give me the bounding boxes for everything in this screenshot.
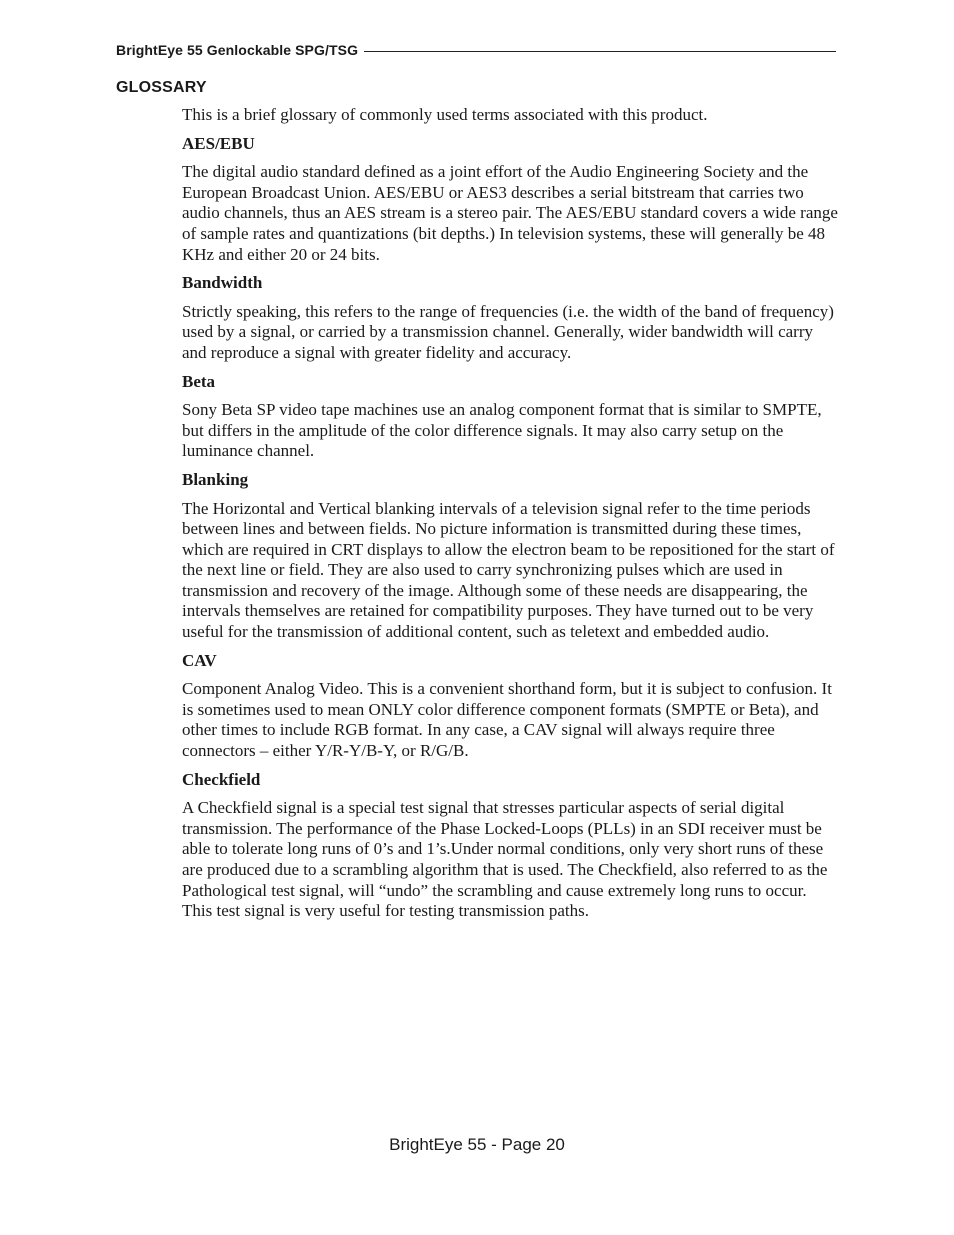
glossary-definition: The Horizontal and Vertical blanking intervals of a television signal refer to the time periods between lines and between fields. No picture information is transmitted during these times, which are required in CRT displays to allow the electron beam to be repositioned for the start of the next line or field. They are also used to carry synchronizing pulses which are used in transmission and recovery of the image. Although some of these needs are disappearing, the intervals themselves are retained for compatibility purposes. They have turned out to be very useful for the transmission of additional content, such as teletext and embedded audio. <box>182 498 835 642</box>
page-footer: BrightEye 55 - Page 20 <box>389 1135 565 1154</box>
glossary-term: Bandwidth <box>182 273 263 293</box>
section-title: GLOSSARY <box>116 79 207 96</box>
glossary-term: Checkfield <box>182 769 261 789</box>
glossary-term: Blanking <box>182 469 249 489</box>
glossary-definition: Sony Beta SP video tape machines use an analog component format that is similar to SMPTE, but differs in the amplitude of the color difference signals. It may also carry setup on the luminance channel. <box>182 400 822 461</box>
glossary-definition: Component Analog Video. This is a convenient shorthand form, but it is subject to confusion. It is sometimes used to mean ONLY color difference component formats (SMPTE or Beta), and other times to include RGB format. In any case, a CAV signal will always require three connectors – either Y/R-Y/B-Y, or R/G/B. <box>182 679 832 761</box>
header-rule <box>364 51 836 52</box>
glossary-term: CAV <box>182 650 217 670</box>
running-header-title: BrightEye 55 Genlockable SPG/TSG <box>116 42 359 58</box>
glossary-term: AES/EBU <box>182 133 255 153</box>
glossary-body <box>182 105 840 930</box>
glossary-intro: This is a brief glossary of commonly used terms associated with this product. <box>182 105 708 124</box>
glossary-definition: The digital audio standard defined as a joint effort of the Audio Engineering Society and the European Broadcast Union. AES/EBU or AES3 describes a serial bitstream that carries two audio channels, thus an AES stream is a stereo pair. The AES/EBU standard covers a wide range of sample rates and quantizations (bit depths.) In television systems, these will generally be 48 KHz and either 20 or 24 bits. <box>182 162 838 264</box>
glossary-definition: A Checkfield signal is a special test signal that stresses particular aspects of serial digital transmission. The performance of the Phase Locked-Loops (PLLs) in an SDI receiver must be able to tolerate long runs of 0’s and 1’s.Under normal conditions, only very short runs of these are produced due to a scrambling algorithm that is used. The Checkfield, also referred to as the Pathological test signal, will “undo” the scrambling and cause extremely long runs to occur. This test signal is very useful for testing transmission paths. <box>182 798 828 921</box>
running-header <box>116 42 836 58</box>
glossary-term: Beta <box>182 371 216 391</box>
glossary-definition: Strictly speaking, this refers to the range of frequencies (i.e. the width of the band of frequency) used by a signal, or carried by a transmission channel. Generally, wider bandwidth will carry and reproduce a signal with greater fidelity and accuracy. <box>182 301 834 362</box>
